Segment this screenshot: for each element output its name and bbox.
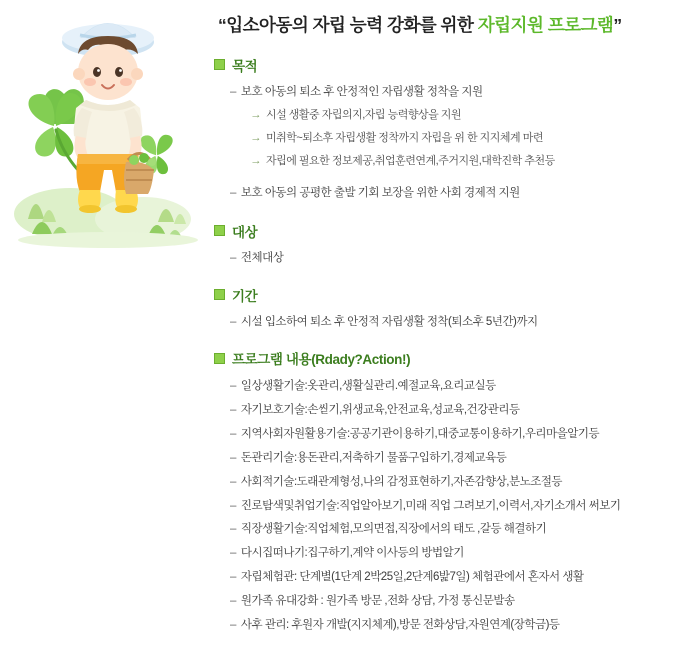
arrow-marker-icon: → [250,131,261,144]
list-item-text: 돈관리기술:용돈관리,저축하기 물품구입하기,경제교육등 [240,451,507,464]
section-program-contents [214,348,690,637]
list-item-text: 자립에 필요한 정보제공,취업훈련연계,주거지원,대학진학 추천등 [266,154,555,167]
list-item-text: 전체대상 [240,252,284,265]
section-period [214,285,690,335]
dash-marker: – [230,618,236,631]
title-accent: 자립지원 프로그램 [477,15,614,35]
section-program-header [214,348,690,368]
list-item [230,518,690,542]
list-item [230,399,690,423]
dash-marker: – [230,451,236,464]
dash-marker: – [230,499,236,512]
list-item-text: 자기보호기술:손씯기,위생교육,안전교육,성교육,건강관리등 [240,404,520,417]
list-item [230,423,690,447]
list-item-text: 미취학~퇴소후 자립생활 정착까지 자립을 위 한 지지체계 마련 [266,131,543,144]
list-item-text: 진로탐색및취업기술:직업알아보기,미래 직업 그려보기,이력서,자기소개서 써보기 [240,499,621,512]
list-item [230,590,690,614]
section-program-title: 프로그램 내용(Rdady?Action!) [232,352,411,368]
list-item-text: 시설 생활중 자립의지,자립 능력향상을 지원 [266,109,462,122]
dash-marker: – [230,523,236,536]
list-item [230,447,690,471]
section-target [214,221,690,271]
list-item [230,312,690,335]
section-target-items [214,248,690,271]
bullet-square-icon [214,353,225,364]
dash-marker: – [230,547,236,560]
section-target-header [214,221,690,241]
list-item [230,248,690,271]
spacer [214,173,690,182]
list-item-text: 일상생활기술:옷관리,생활실관리.예절교육,요리교실등 [240,380,496,393]
list-item-text: 직장생활기술:직업체험,모의면접,직장에서의 태도 ,갈등 해결하기 [240,523,547,536]
list-item-text: 지역사회자원활용기술:공공기관이용하기,대중교통이용하기,우리마을알기등 [240,428,600,441]
section-period-items [214,312,690,335]
list-item [230,495,690,519]
document-content [214,14,690,653]
section-purpose [214,55,690,205]
illustration-child-with-clover [8,4,208,249]
dash-marker: – [230,404,236,417]
title-quote-open: “ [218,15,227,35]
section-period-title: 기간 [232,288,258,304]
dash-marker: – [230,475,236,488]
title-quote-close: ” [613,15,622,35]
section-purpose-title: 목적 [232,58,258,74]
list-item [250,127,690,150]
list-item-text: 보호 아동의 퇴소 후 안정적인 자립생활 정착을 지원 [240,86,483,99]
list-item [230,471,690,495]
list-item [250,150,690,173]
list-item [250,105,690,128]
list-item-text: 자립체험관: 단계별(1단계 2박25일,2단계6밡7일) 체험관에서 혼자서 생활 [240,570,584,583]
section-purpose-items [214,82,690,205]
list-item [230,542,690,566]
list-item [230,566,690,590]
list-item [230,614,690,638]
list-item-text: 원가족 유대강화 : 원가족 방문 ,전화 상담, 가정 통신문발송 [240,594,515,607]
list-item [230,182,690,205]
section-program-items [214,375,690,637]
dash-marker: – [230,380,236,393]
list-item-text: 시설 입소하여 퇴소 후 안정적 자립생활 정착(퇴소후 5년간)까지 [240,316,538,329]
list-item-text: 사회적기술:도래관계형성,나의 감정표현하기,자존감향상,분노조절등 [240,475,563,488]
arrow-marker-icon: → [250,154,261,167]
bullet-square-icon [214,225,225,236]
title-lead: 입소아동의 자립 능력 강화를 위한 [226,15,478,35]
section-purpose-header [214,55,690,75]
list-item-text: 사후 관리: 후원자 개발(지지체계),방문 전화상담,자원연계(장학금)등 [240,618,560,631]
dash-marker: – [230,316,236,329]
page-title [218,14,690,37]
bullet-square-icon [214,289,225,300]
dash-marker: – [230,594,236,607]
list-item-text: 보호 아동의 공평한 출발 기회 보장을 위한 사회 경제적 지원 [240,186,520,199]
list-item-text: 다시집떠나기:집구하기,계약 이사등의 방법알기 [240,547,464,560]
dash-marker: – [230,186,236,199]
dash-marker: – [230,252,236,265]
section-target-title: 대상 [232,224,258,240]
arrow-marker-icon: → [250,109,261,122]
dash-marker: – [230,570,236,583]
section-period-header [214,285,690,305]
bullet-square-icon [214,59,225,70]
dash-marker: – [230,428,236,441]
list-item [230,375,690,399]
list-item [230,82,690,105]
dash-marker: – [230,86,236,99]
